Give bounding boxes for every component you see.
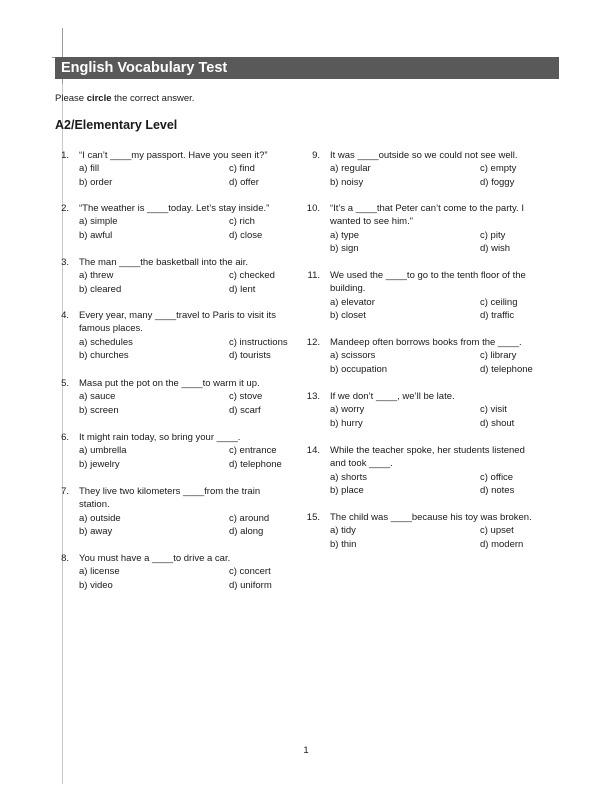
question-stem: If we don’t ____, we’ll be late. xyxy=(330,391,455,402)
answer-option-d[interactable]: d) lent xyxy=(229,283,256,295)
answer-option-c[interactable]: c) checked xyxy=(229,270,275,282)
answer-option-d[interactable]: d) scarf xyxy=(229,404,261,416)
question-stem: wanted to see him.” xyxy=(330,216,413,228)
question-number: 15. xyxy=(306,512,320,523)
answer-option-c[interactable]: c) office xyxy=(480,471,514,483)
question-stem: “It’s a ____that Peter can’t come to the party. I xyxy=(330,203,524,214)
question-number: 2. xyxy=(61,203,69,214)
answer-option-d[interactable]: d) along xyxy=(229,526,264,538)
answer-option-a[interactable]: a) umbrella xyxy=(79,445,127,457)
question-stem: and took ____. xyxy=(330,458,393,470)
instructions-text-before: Please xyxy=(55,93,87,104)
question-number: 1. xyxy=(61,150,69,161)
answer-option-a[interactable]: a) threw xyxy=(79,270,114,282)
answer-option-b[interactable]: b) sign xyxy=(330,243,359,255)
question-stem: “The weather is ____today. Let’s stay inside.” xyxy=(79,203,270,214)
answer-option-a[interactable]: a) worry xyxy=(330,404,365,416)
answer-option-c[interactable]: c) stove xyxy=(229,391,263,403)
question-number: 9. xyxy=(312,150,320,161)
question-number: 8. xyxy=(61,553,69,564)
answer-option-b[interactable]: b) video xyxy=(79,579,113,591)
answer-option-b[interactable]: b) closet xyxy=(330,310,366,322)
answer-option-c[interactable]: c) concert xyxy=(229,566,271,578)
answer-option-c[interactable]: c) visit xyxy=(480,404,507,416)
question-number: 4. xyxy=(61,310,69,321)
answer-option-b[interactable]: b) cleared xyxy=(79,283,122,295)
answer-option-b[interactable]: b) jewelry xyxy=(79,458,120,470)
answer-option-a[interactable]: a) shorts xyxy=(330,471,367,483)
answer-option-a[interactable]: a) schedules xyxy=(79,336,133,348)
question-stem: station. xyxy=(79,499,110,511)
answer-option-d[interactable]: d) wish xyxy=(480,243,511,255)
page-title: English Vocabulary Test xyxy=(55,57,559,79)
question-number: 10. xyxy=(306,203,320,214)
answer-option-c[interactable]: c) empty xyxy=(480,163,517,175)
answer-option-a[interactable]: a) fill xyxy=(79,163,100,175)
question-stem: It was ____outside so we could not see well. xyxy=(330,150,518,161)
question-number: 3. xyxy=(61,257,69,268)
answer-option-b[interactable]: b) churches xyxy=(79,350,129,362)
answer-option-d[interactable]: d) tourists xyxy=(229,350,271,362)
question-number: 12. xyxy=(306,337,320,348)
answer-option-a[interactable]: a) type xyxy=(330,229,360,241)
instructions-text-after: the correct answer. xyxy=(111,93,195,104)
question-number: 6. xyxy=(61,432,69,443)
answer-option-c[interactable]: c) around xyxy=(229,512,270,524)
answer-option-c[interactable]: c) rich xyxy=(229,216,255,228)
question-stem: “I can’t ____my passport. Have you seen it?” xyxy=(79,150,268,161)
question-stem: It might rain today, so bring your ____. xyxy=(79,432,241,443)
answer-option-b[interactable]: b) occupation xyxy=(330,363,388,375)
answer-option-b[interactable]: b) away xyxy=(79,526,113,538)
answer-option-c[interactable]: c) pity xyxy=(480,229,506,241)
answer-option-c[interactable]: c) upset xyxy=(480,525,514,537)
question-stem: Mandeep often borrows books from the ____. xyxy=(330,337,522,348)
level-heading: A2/Elementary Level xyxy=(55,118,178,132)
answer-option-a[interactable]: a) scissors xyxy=(330,350,376,362)
question-number: 13. xyxy=(306,391,320,402)
question-number: 7. xyxy=(61,486,69,497)
question-stem: You must have a ____to drive a car. xyxy=(79,553,231,564)
question-stem: While the teacher spoke, her students listened xyxy=(330,445,525,456)
answer-option-a[interactable]: a) sauce xyxy=(79,391,116,403)
answer-option-d[interactable]: d) telephone xyxy=(480,363,533,375)
question-stem: The man ____the basketball into the air. xyxy=(79,257,249,268)
answer-option-c[interactable]: c) ceiling xyxy=(480,296,518,308)
answer-option-b[interactable]: b) order xyxy=(79,176,113,188)
question-stem: The child was ____because his toy was broken. xyxy=(330,512,532,523)
answer-option-d[interactable]: d) shout xyxy=(480,417,515,429)
question-number: 11. xyxy=(307,270,320,281)
answer-option-b[interactable]: b) noisy xyxy=(330,176,364,188)
answer-option-c[interactable]: c) find xyxy=(229,163,255,175)
answer-option-c[interactable]: c) library xyxy=(480,350,517,362)
instructions-emphasis: circle xyxy=(86,93,112,104)
answer-option-d[interactable]: d) offer xyxy=(229,176,259,188)
question-stem: Every year, many ____travel to Paris to visit its xyxy=(79,310,276,321)
answer-option-d[interactable]: d) modern xyxy=(480,538,524,550)
answer-option-c[interactable]: c) instructions xyxy=(229,336,288,348)
answer-option-b[interactable]: b) hurry xyxy=(330,417,363,429)
answer-option-b[interactable]: b) thin xyxy=(330,538,357,550)
instructions xyxy=(55,93,194,104)
answer-option-a[interactable]: a) tidy xyxy=(330,525,356,537)
answer-option-d[interactable]: d) uniform xyxy=(229,579,272,591)
answer-option-d[interactable]: d) traffic xyxy=(480,310,515,322)
question-stem: They live two kilometers ____from the train xyxy=(79,486,261,497)
question-stem: Masa put the pot on the ____to warm it up. xyxy=(79,378,260,389)
answer-option-c[interactable]: c) entrance xyxy=(229,445,277,457)
answer-option-d[interactable]: d) notes xyxy=(480,485,515,497)
answer-option-a[interactable]: a) outside xyxy=(79,512,121,524)
page-number: 1 xyxy=(303,745,309,756)
question-number: 14. xyxy=(306,445,320,456)
question-number: 5. xyxy=(61,378,69,389)
answer-option-a[interactable]: a) elevator xyxy=(330,296,375,308)
answer-option-d[interactable]: d) telephone xyxy=(229,458,282,470)
question-stem: building. xyxy=(330,283,366,295)
answer-option-a[interactable]: a) license xyxy=(79,566,120,578)
question-stem: famous places. xyxy=(79,323,143,335)
question-stem: We used the ____to go to the tenth floor of the xyxy=(330,270,526,281)
answer-option-d[interactable]: d) foggy xyxy=(480,176,515,188)
answer-option-b[interactable]: b) screen xyxy=(79,404,119,416)
answer-option-b[interactable]: b) place xyxy=(330,485,364,497)
answer-option-b[interactable]: b) awful xyxy=(79,229,113,241)
answer-option-d[interactable]: d) close xyxy=(229,229,263,241)
answer-option-a[interactable]: a) regular xyxy=(330,163,371,175)
answer-option-a[interactable]: a) simple xyxy=(79,216,118,228)
